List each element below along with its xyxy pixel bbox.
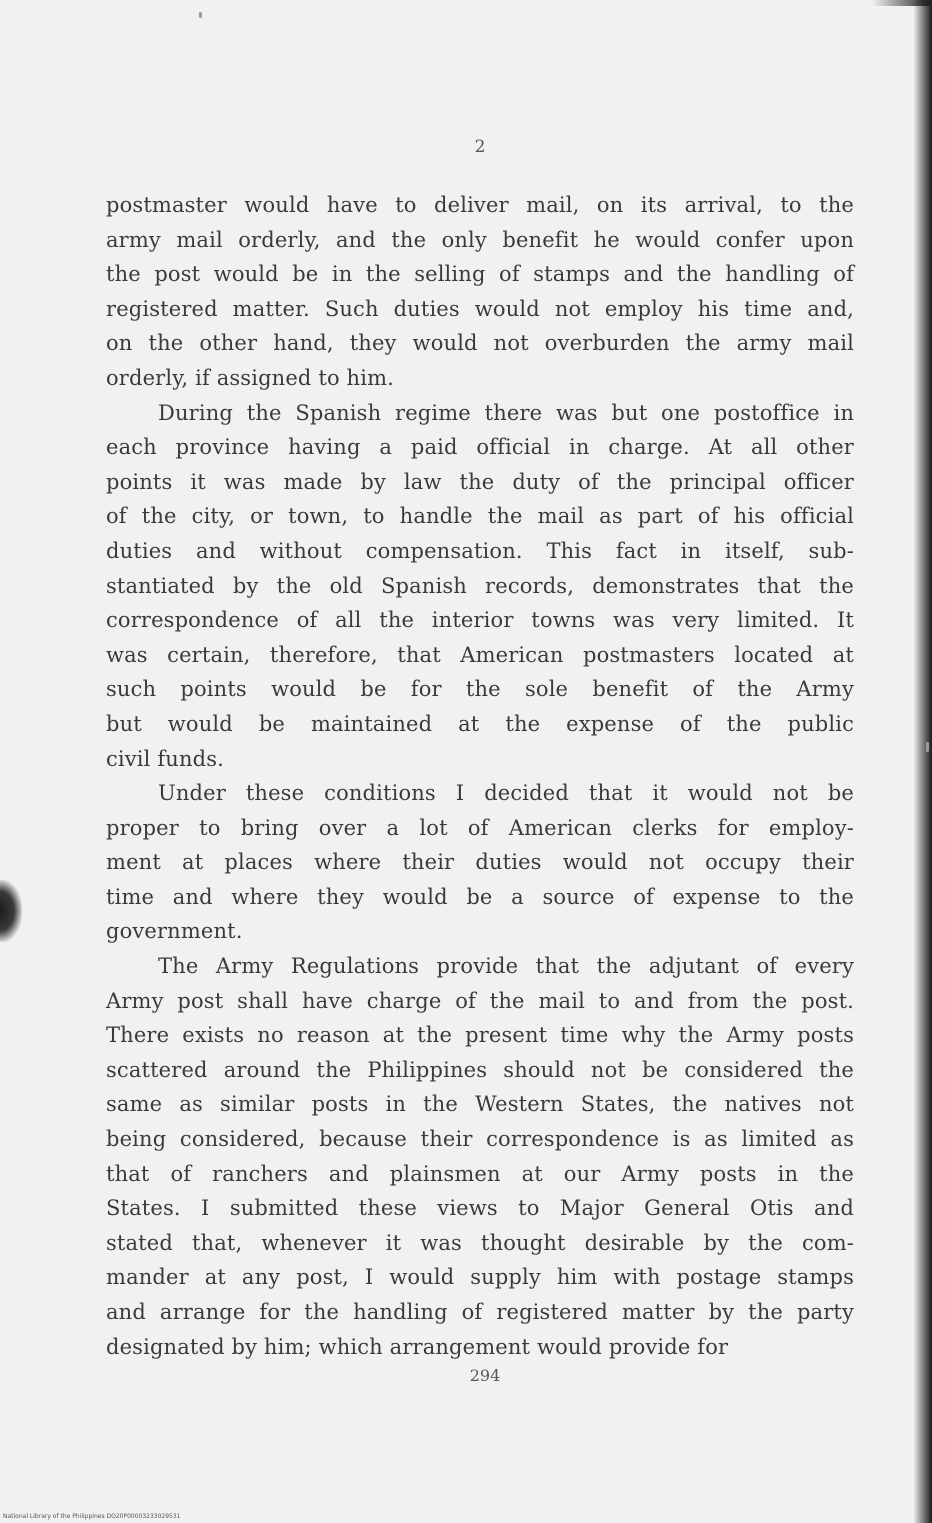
text-line: each province having a paid official in charge. At all other: [106, 435, 854, 460]
text-line: registered matter. Such duties would not employ his time and,: [106, 296, 854, 321]
text-line: was certain, therefore, that American postmasters located at: [106, 642, 854, 667]
paragraph: [106, 396, 854, 777]
text-line: duties and without compensation. This fact in itself, sub-: [106, 538, 854, 563]
text-line: Army post shall have charge of the mail to and from the post.: [106, 988, 854, 1013]
page-number-bottom: 294: [469, 1366, 501, 1385]
text-line: scattered around the Philippines should not be considered the: [106, 1057, 854, 1082]
text-line: mander at any post, I would supply him with postage stamps: [106, 1265, 854, 1290]
text-line: States. I submitted these views to Major General Otis and: [106, 1196, 854, 1221]
paragraph: [106, 949, 854, 1364]
text-line: Under these conditions I decided that it would not be: [158, 781, 854, 806]
speck: [199, 12, 202, 18]
text-line: on the other hand, they would not overburden the army mail: [106, 331, 854, 356]
text-line: The Army Regulations provide that the adjutant of every: [158, 954, 854, 979]
scan-edge-shadow: [914, 0, 932, 1523]
text-line: ment at places where their duties would not occupy their: [106, 850, 854, 875]
speck: [926, 742, 929, 752]
text-line: correspondence of all the interior towns was very limited. It: [106, 608, 854, 633]
text-line: time and where they would be a source of expense to the: [106, 884, 854, 909]
text-line: designated by him; which arrangement would provide for: [106, 1334, 729, 1359]
text-line: stated that, whenever it was thought desirable by the com-: [106, 1230, 854, 1255]
text-line: orderly, if assigned to him.: [106, 365, 394, 390]
text-line: the post would be in the selling of stamps and the handling of: [106, 262, 854, 287]
text-line: of the city, or town, to handle the mail as part of his official: [106, 504, 854, 529]
text-line: There exists no reason at the present time why the Army posts: [106, 1023, 854, 1048]
text-line: stantiated by the old Spanish records, demonstrates that the: [106, 573, 854, 598]
text-line: but would be maintained at the expense of the public: [106, 711, 854, 736]
text-line: government.: [106, 919, 243, 944]
page-number-top: 2: [474, 137, 486, 157]
scan-corner-shadow: [872, 0, 932, 6]
paragraph: [106, 776, 854, 949]
text-line: postmaster would have to deliver mail, on its arrival, to the: [106, 193, 854, 217]
text-line: that of ranchers and plainsmen at our Army posts in the: [106, 1161, 854, 1186]
text-line: being considered, because their correspondence is as limited as: [106, 1127, 854, 1152]
binding-mark: [0, 880, 22, 942]
footer-credit: National Library of the Philippines DO20P00003233029531: [3, 1513, 181, 1520]
paragraph: [106, 188, 854, 396]
text-line: army mail orderly, and the only benefit he would confer upon: [106, 227, 854, 252]
text-line: such points would be for the sole benefit of the Army: [106, 677, 854, 702]
text-line: and arrange for the handling of registered matter by the party: [106, 1300, 854, 1324]
text-line: During the Spanish regime there was but one postoffice in: [158, 400, 854, 425]
text-line: proper to bring over a lot of American clerks for employ-: [106, 815, 854, 840]
text-line: points it was made by law the duty of the principal officer: [106, 469, 854, 494]
document-body: [106, 188, 854, 1364]
text-line: civil funds.: [106, 746, 224, 771]
text-line: same as similar posts in the Western States, the natives not: [106, 1092, 854, 1117]
